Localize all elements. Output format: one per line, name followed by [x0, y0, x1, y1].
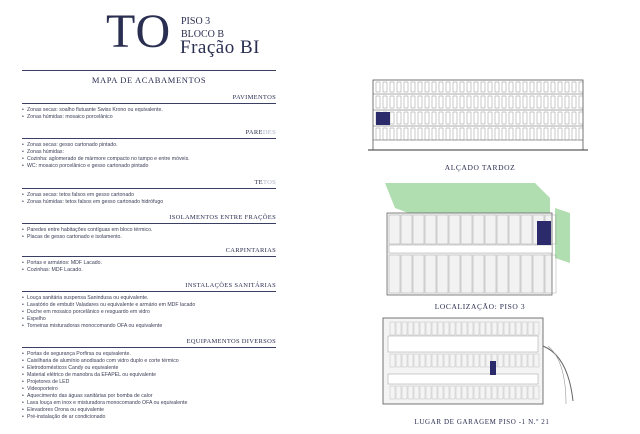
- section-item: • Lava louça em inox e misturadora monocomando OFA ou equivalente: [22, 400, 276, 407]
- section-item: • Placas de gesso cartonado e isolamento.: [22, 234, 276, 241]
- section-3: [22, 214, 276, 241]
- section-item: • Zonas húmidas: mosaico porcelânico: [22, 114, 276, 121]
- section-item: • Material elétrico de manobra da EFAPEL ou equivalente: [22, 372, 276, 379]
- section-title-main: INSTALAÇÕES SANITÁRIAS: [185, 282, 276, 289]
- section-1: [22, 129, 276, 170]
- elevation-unit-highlight: [376, 112, 390, 125]
- section-item: • Videoporteiro: [22, 386, 276, 393]
- section-5: [22, 282, 276, 330]
- location-unit-highlight: [537, 221, 551, 245]
- section-item: • Caixilharia de alumínio anodisado com vidro duplo e corte térmico: [22, 358, 276, 365]
- section-title-main: PAVIMENTOS: [232, 94, 276, 101]
- map-title: MAPA DE ACABAMENTOS: [22, 70, 276, 85]
- section-title: [22, 282, 276, 292]
- section-item: • Portas de segurança Porfirsa ou equivalente.: [22, 351, 276, 358]
- section-title-main: PARE: [245, 129, 263, 136]
- section-title-main: ISOLAMENTOS ENTRE FRAÇÕES: [169, 214, 276, 221]
- garage-caption: LUGAR DE GARAGEM PISO -1 N.º 21: [414, 418, 550, 426]
- garage-space-highlight: [490, 361, 496, 375]
- section-item: • Lavatório de embutir Valadares ou equivalente e armário em MDF lacado: [22, 302, 276, 309]
- garage-plan: [378, 316, 578, 411]
- header-code: TO: [106, 5, 172, 58]
- section-item: • Cozinha: aglomerado de mármore compacto no tampo e entre móveis.: [22, 156, 276, 163]
- section-4: [22, 247, 276, 274]
- section-item: • Zonas secas: gesso cartonado pintado.: [22, 142, 276, 149]
- location-plan: [375, 183, 575, 298]
- section-0: [22, 94, 276, 121]
- section-item: • Espelho: [22, 316, 276, 323]
- section-title: [22, 338, 276, 348]
- section-2: [22, 179, 276, 206]
- section-item: • Portas e armários: MDF Lacado.: [22, 260, 276, 267]
- section-item: • Eletrodomésticos Candy ou equivalente: [22, 365, 276, 372]
- section-items: [22, 227, 276, 241]
- section-item: • Projetores de LED: [22, 379, 276, 386]
- section-6: [22, 338, 276, 421]
- section-items: [22, 192, 276, 206]
- section-items: [22, 107, 276, 121]
- section-item: • Zonas secas: tetos falsos em gesso cartonado: [22, 192, 276, 199]
- section-title: [22, 214, 276, 224]
- section-item: • Cozinhas: MDF Lacado.: [22, 267, 276, 274]
- section-item: • Paredes entre habitações contíguas em bloco térmico.: [22, 227, 276, 234]
- section-item: • Zonas húmidas:: [22, 149, 276, 156]
- section-title: [22, 179, 276, 189]
- elevation-caption: ALÇADO TARDOZ: [444, 163, 516, 172]
- section-items: [22, 260, 276, 274]
- section-title-faded: DES: [262, 129, 276, 136]
- section-item: • Torneiras misturadoras monocomando OFA ou equivalente: [22, 323, 276, 330]
- section-item: • WC: mosaico porcelânico e gesso cartonado pintado: [22, 163, 276, 170]
- header-floor: PISO 3: [181, 16, 211, 27]
- section-item: • Duche em mosaico porcelânico e resguardo em vidro: [22, 309, 276, 316]
- header-block: BLOCO B: [181, 29, 225, 40]
- section-title-main: EQUIPAMENTOS DIVERSOS: [186, 338, 276, 345]
- location-caption: LOCALIZAÇÃO: PISO 3: [434, 302, 526, 311]
- section-item: • Zonas húmidas: tetos falsos em gesso cartonado hidrófugo: [22, 199, 276, 206]
- section-title-main: TE: [254, 179, 263, 186]
- section-item: • Elevadores Orona ou equivalente: [22, 407, 276, 414]
- elevation-drawing: [368, 72, 588, 152]
- section-item: • Aquecimento das águas sanitárias por bomba de calor: [22, 393, 276, 400]
- section-item: • Zonas secas: soalho flutuante Swiss Krono ou equivalente.: [22, 107, 276, 114]
- section-title: [22, 129, 276, 139]
- section-item: • Louça sanitária suspensa Sanindusa ou equivalente.: [22, 295, 276, 302]
- section-title: [22, 247, 276, 257]
- section-item: • Pré-instalação de ar condicionado: [22, 414, 276, 421]
- section-title-faded: TOS: [262, 179, 276, 186]
- header-unit: Fração BI: [180, 37, 260, 58]
- section-items: [22, 295, 276, 330]
- section-items: [22, 351, 276, 421]
- section-title-main: CARPINTARIAS: [225, 247, 276, 254]
- section-items: [22, 142, 276, 170]
- section-title: [22, 94, 276, 104]
